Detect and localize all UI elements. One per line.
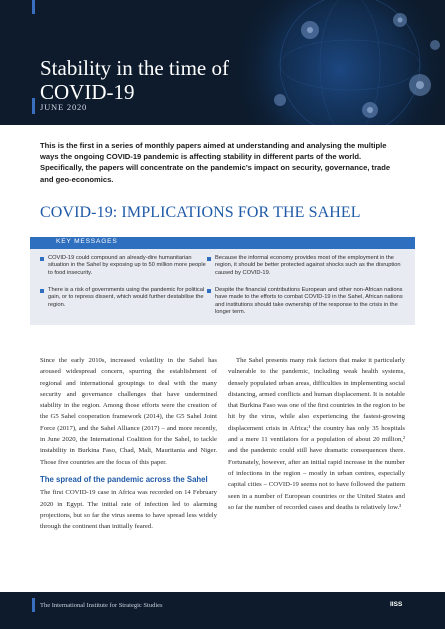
key-message-item: COVID-19 could compound an already-dire humanitarian situation in the Sahel by exposing up to 50 million more people to food insecurity. — [48, 255, 206, 276]
footer-publisher: The International Institute for Strategic Studies — [40, 602, 163, 609]
publication-date: JUNE 2020 — [40, 102, 88, 112]
bullet-icon — [40, 289, 44, 293]
date-accent-bar — [32, 98, 35, 114]
iiss-logo: IISS — [390, 601, 403, 608]
key-message-item: Because the informal economy provides most of the employment in the region, it should be better protected against shocks such as the disruption caused by COVID-19. — [215, 255, 401, 276]
body-paragraph: The Sahel presents many risk factors that make it particularly vulnerable to the pandemic, including weak health systems, densely populated urban areas, difficulties in implementing social distancing, armed conflicts and human displacement. It is notable that Burkina Faso was one of the first countries in the region to be hit by the virus, while also experiencing the fastest-growing displacement crisis in Africa;¹ the country has only 35 hospitals and a mere 11 ventilators for a population of about 20 million,² and the pandemic could still have dramatic consequences there. Fortunately, however, after an initial rapid increase in the number of infections in the region – mostly in urban centres, especially capital cities – COVID-19 seems not to have followed the pattern seen in a number of European countries or the United States and so far the number of recorded cases and deaths is relatively low.³ — [228, 357, 405, 511]
key-messages-label: KEY MESSAGES — [56, 238, 118, 245]
intro-paragraph: This is the first in a series of monthly papers aimed at understanding and analysing the multiple ways the ongoing COVID-19 pandemic is affecting stability in different parts of the world. Specifically, the papers will concentrate on the pandemic’s impact on security, governance, trade and geo-economics. — [40, 141, 391, 184]
section-title: COVID-19: IMPLICATIONS FOR THE SAHEL — [40, 204, 361, 221]
brand-accent-bar — [32, 0, 35, 14]
page-title: Stability in the time of COVID-19 — [40, 56, 229, 105]
footer-bar — [0, 592, 445, 629]
bullet-icon — [40, 257, 44, 261]
body-paragraph: Since the early 2010s, increased volatility in the Sahel has aroused widespread concern, spurring the establishment of regional and international groupings to deal with the many security and governance challenges that have undermined stability in the region. Among those efforts were the creation of the G5 Sahel cooperation framework (2014), the G5 Sahel Joint Force (2017), and the Sahel Alliance (2017) – and more recently, in June 2020, the International Coalition for the Sahel, to tackle instability in Burkina Faso, Chad, Mali, Mauritania and Niger. Those five countries are the focus of this paper. — [40, 357, 217, 466]
key-message-item: There is a risk of governments using the pandemic for political gain, or to repress dissent, which would further destabilise the region. — [48, 287, 205, 308]
bullet-icon — [207, 257, 211, 261]
subsection-heading: The spread of the pandemic across the Sahel — [40, 474, 208, 484]
body-column-left — [40, 355, 217, 532]
bullet-icon — [207, 289, 211, 293]
footer-accent-bar — [32, 598, 35, 612]
body-column-right — [228, 355, 405, 513]
body-paragraph: The first COVID-19 case in Africa was recorded on 14 February 2020 in Egypt. The initial rate of infection led to alarming projections, but so far the virus seems to have spread less widely through the continent than initially feared. — [40, 489, 217, 531]
key-message-item: Despite the financial contributions European and other non-African nations have made to the efforts to combat COVID-19 in the Sahel, African nations and institutions should take ownership of the response to the crisis in the longer term. — [215, 287, 403, 315]
